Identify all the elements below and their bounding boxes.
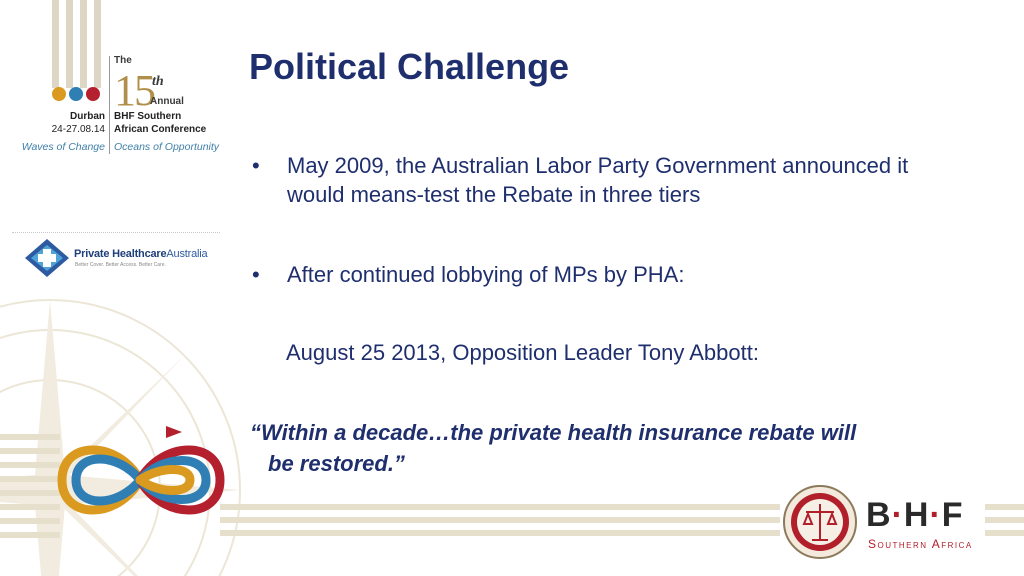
logo-conference-line2: African Conference (114, 124, 207, 135)
pha-name: Private HealthcareAustralia (74, 248, 208, 260)
quote-line-1: “Within a decade…the private health insurance rebate will (250, 420, 857, 445)
logo-dates: 24-27.08.14 (51, 124, 105, 135)
logo-suffix: th (152, 74, 164, 89)
bhf-seal-icon (782, 484, 858, 560)
pha-cross-icon (24, 238, 70, 278)
logo-tagline-right: Oceans of Opportunity (114, 141, 220, 153)
slide-title: Political Challenge (249, 46, 570, 87)
bullet-text-1: May 2009, the Australian Labor Party Government announced it would means-test the Rebate in three tiers (287, 153, 909, 207)
bullet-marker: • (252, 153, 260, 178)
conference-logo (10, 40, 235, 160)
bullet-marker: • (252, 262, 260, 287)
pha-tagline: Better Cover. Better Access. Better Care. (75, 262, 166, 268)
infinity-emblem (48, 420, 233, 540)
logo-conference-line1: BHF Southern (114, 111, 182, 122)
bottom-band-decoration (220, 500, 780, 544)
right-band-decoration (985, 500, 1024, 544)
quote (250, 417, 990, 479)
logo-number: 15 (114, 66, 154, 115)
blue-dot (69, 87, 83, 101)
logo-separator (12, 232, 220, 233)
quote-line-2: be restored.” (268, 451, 405, 476)
logo-the: The (114, 55, 132, 66)
logo-city: Durban (70, 111, 105, 122)
red-dot (86, 87, 100, 101)
pha-logo (24, 238, 224, 278)
logo-tagline-left: Waves of Change (21, 141, 105, 153)
bullet-text-2: After continued lobbying of MPs by PHA: (287, 262, 685, 287)
quote-attribution: August 25 2013, Opposition Leader Tony Abbott: (286, 340, 759, 365)
bhf-wordmark: B·H·F (866, 496, 964, 534)
gold-dot (52, 87, 66, 101)
logo-annual: Annual (150, 96, 184, 107)
bhf-subtitle: Southern Africa (868, 537, 973, 551)
logo-divider (109, 56, 110, 154)
